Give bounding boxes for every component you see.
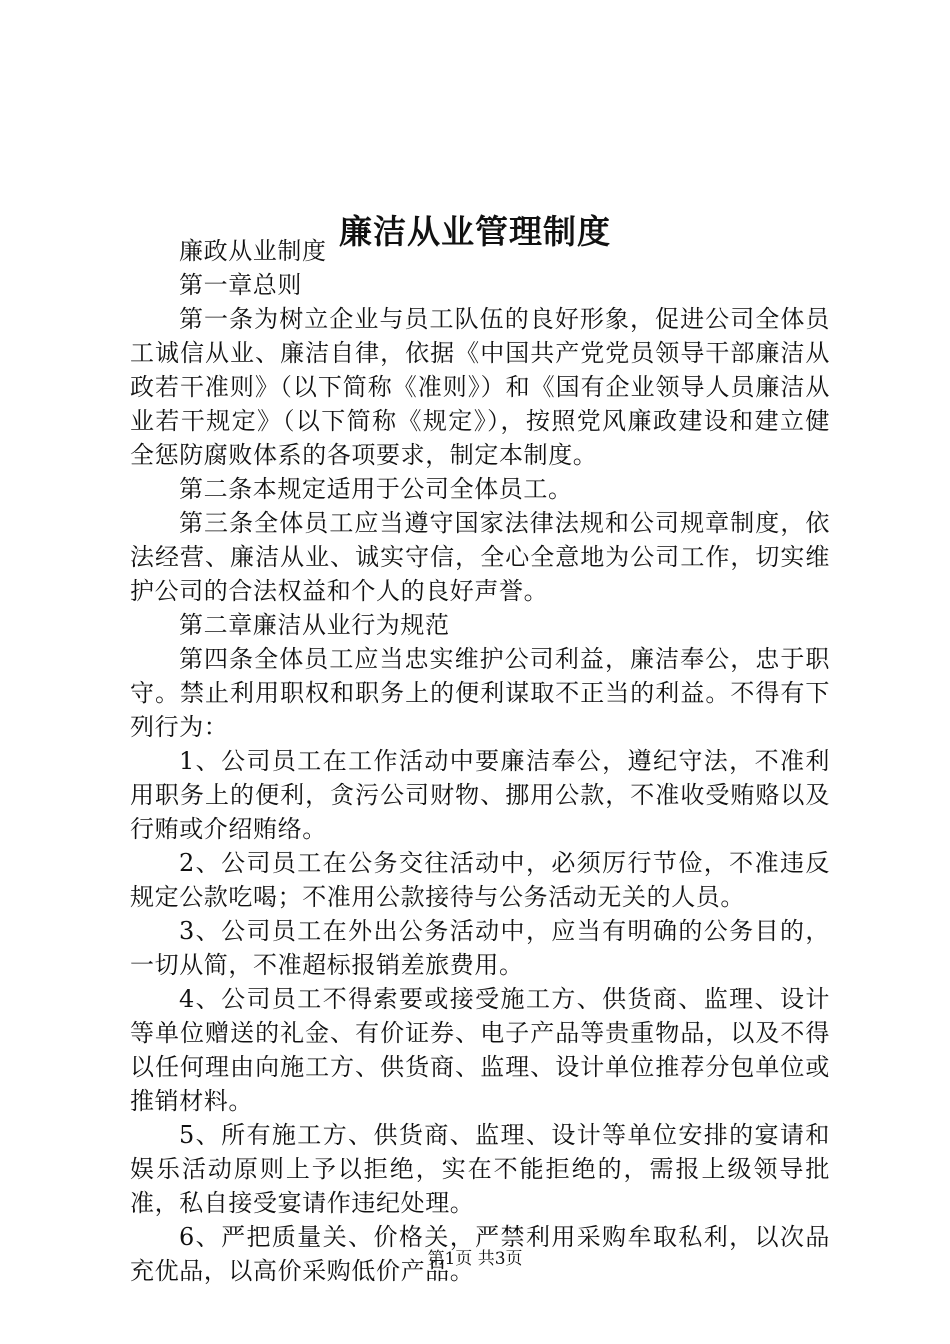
paragraph: 第四条全体员工应当忠实维护公司利益，廉洁奉公，忠于职守。禁止利用职权和职务上的便利谋取不正当的利益。不得有下列行为： (130, 645, 830, 741)
list-item: 4、公司员工不得索要或接受施工方、供货商、监理、设计等单位赠送的礼金、有价证券、电子产品等贵重物品，以及不得以任何理由向施工方、供货商、监理、设计单位推荐分包单位或推销材料。 (130, 985, 830, 1115)
list-item: 6、严把质量关、价格关，严禁利用采购牟取私利，以次品充优品，以高价采购低价产品。 (130, 1223, 830, 1285)
paragraph: 廉政从业制度 (179, 237, 327, 265)
document-body (130, 234, 830, 1288)
list-item: 5、所有施工方、供货商、监理、设计等单位安排的宴请和娱乐活动原则上予以拒绝，实在不能拒绝的，需报上级领导批准，私自接受宴请作违纪处理。 (130, 1121, 830, 1217)
paragraph: 第二条本规定适用于公司全体员工。 (179, 475, 573, 503)
paragraph: 第一条为树立企业与员工队伍的良好形象，促进公司全体员工诚信从业、廉洁自律，依据《中国共产党党员领导干部廉洁从政若干准则》（以下简称《准则》）和《国有企业领导人员廉洁从业若干规定》（以下简称《规定》），按照党风廉政建设和建立健全惩防腐败体系的各项要求，制定本制度。 (130, 305, 830, 469)
paragraph: 第三条全体员工应当遵守国家法律法规和公司规章制度，依法经营、廉洁从业、诚实守信，全心全意地为公司工作，切实维护公司的合法权益和个人的良好声誉。 (130, 509, 830, 605)
chapter-heading: 第二章廉洁从业行为规范 (179, 611, 450, 639)
document-title: 廉洁从业管理制度 (339, 212, 611, 252)
list-item: 2、公司员工在公务交往活动中，必须厉行节俭，不准违反规定公款吃喝；不准用公款接待与公务活动无关的人员。 (130, 849, 830, 911)
list-item: 1、公司员工在工作活动中要廉洁奉公，遵纪守法，不准利用职务上的便利，贪污公司财物、挪用公款，不准收受贿赂以及行贿或介绍贿络。 (130, 747, 830, 843)
chapter-heading: 第一章总则 (179, 271, 302, 299)
list-item: 3、公司员工在外出公务活动中，应当有明确的公务目的，一切从简，不准超标报销差旅费用。 (130, 917, 830, 979)
page-number: 第1页 共3页 (427, 1249, 523, 1269)
